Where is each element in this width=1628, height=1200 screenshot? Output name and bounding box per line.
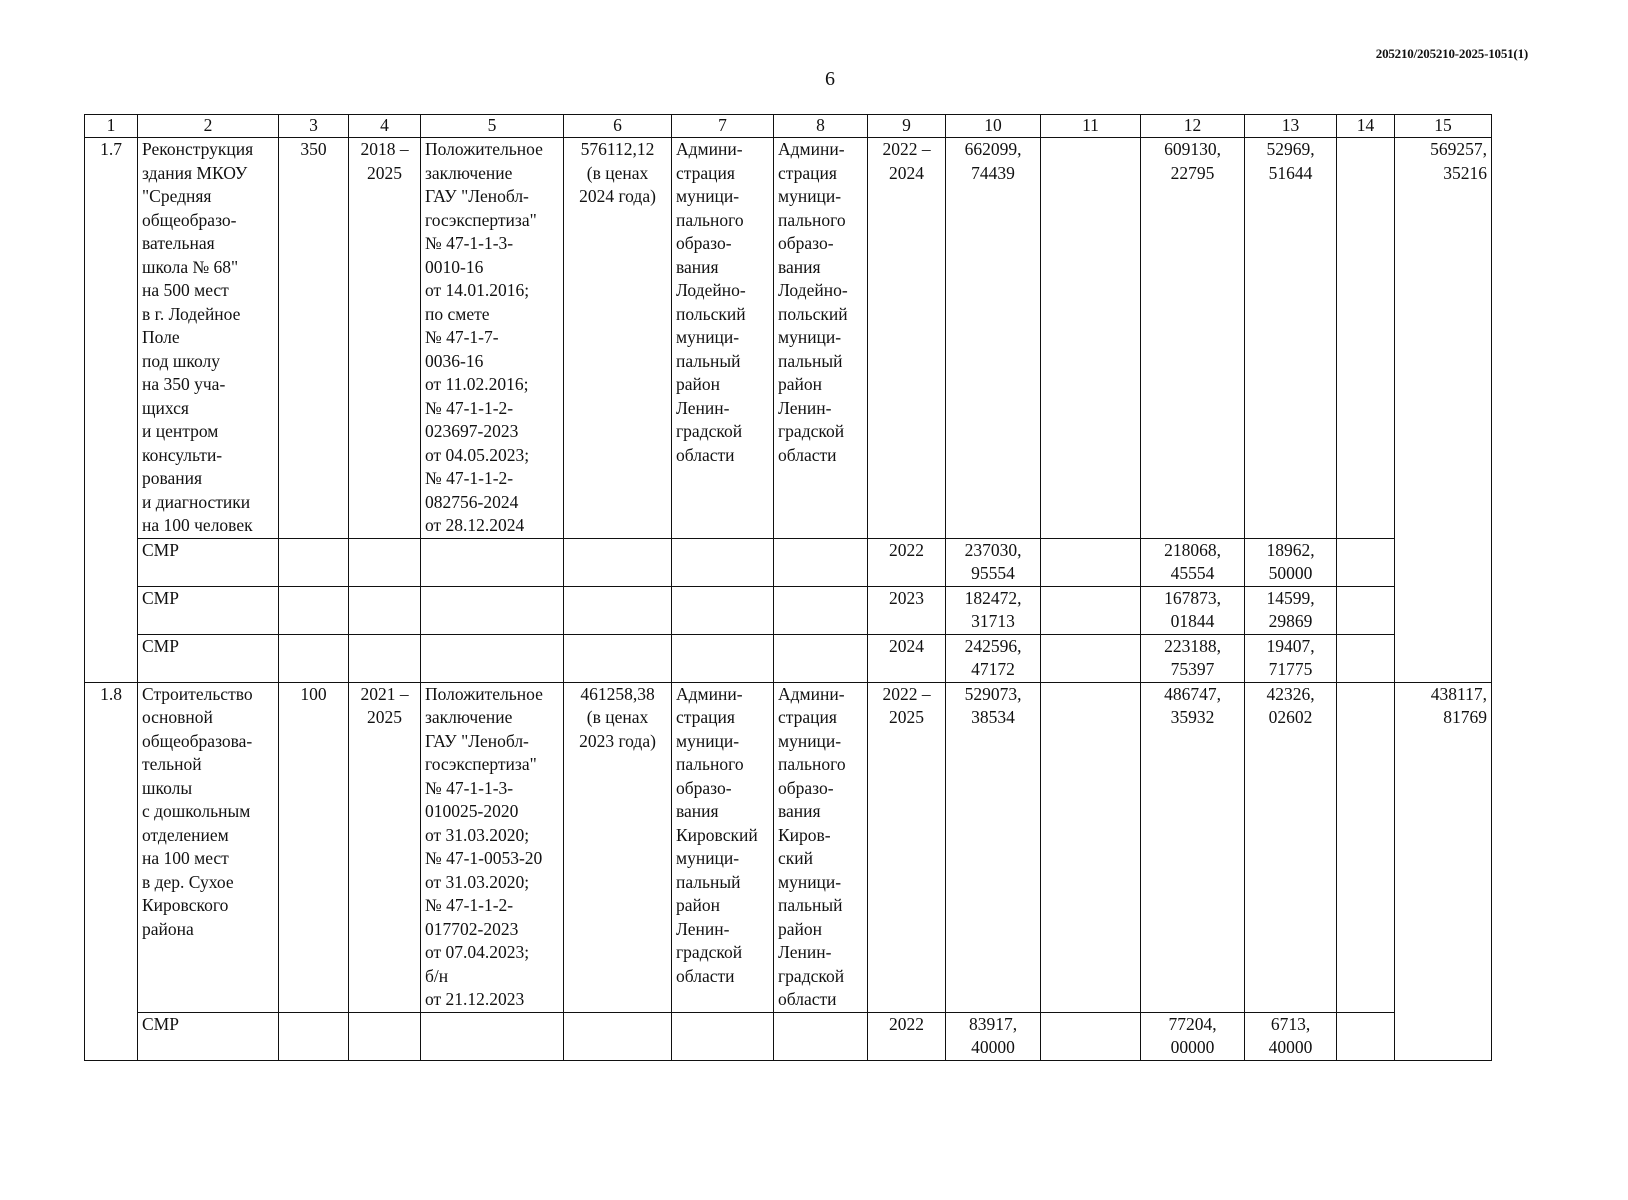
object-name: Строительство основной общеобразова- тельной школы с дошкольным отделением на 100 мест в дер. Сухое Кировского района xyxy=(138,682,279,1012)
column-header: 14 xyxy=(1337,115,1395,138)
column-header: 12 xyxy=(1141,115,1245,138)
value-col13: 6713, 40000 xyxy=(1245,1012,1337,1060)
value-col12: 218068, 45554 xyxy=(1141,538,1245,586)
developer: Админи- страция муници- пального образо- вания Киров- ский муници- пальный район Ленин- градской области xyxy=(774,682,868,1012)
object-name: Реконструкция здания МКОУ "Средняя общеобразо- вательная школа № 68" на 500 мест в г. Лодейное Поле под школу на 350 уча- щихся и центром консульти- рования и диагностики на 100 человек xyxy=(138,138,279,539)
value-col10: 242596, 47172 xyxy=(946,634,1041,682)
value-col14 xyxy=(1337,682,1395,1012)
value-col10: 182472, 31713 xyxy=(946,586,1041,634)
value-col13: 18962, 50000 xyxy=(1245,538,1337,586)
value-col13: 14599, 29869 xyxy=(1245,586,1337,634)
years: 2022 – 2024 xyxy=(868,138,946,539)
row-number: 1.8 xyxy=(85,682,138,1060)
estimated-cost: 461258,38 (в ценах 2023 года) xyxy=(564,682,672,1012)
value-col12: 609130, 22795 xyxy=(1141,138,1245,539)
value-col15: 438117, 81769 xyxy=(1395,682,1492,1060)
developer: Админи- страция муници- пального образо- вания Лодейно- польский муници- пальный район Ленин- градской области xyxy=(774,138,868,539)
value-col13: 52969, 51644 xyxy=(1245,138,1337,539)
value-col14 xyxy=(1337,138,1395,539)
column-header: 4 xyxy=(349,115,421,138)
table-row xyxy=(85,634,1492,682)
header-row xyxy=(85,115,1492,138)
document-id: 205210/205210-2025-1051(1) xyxy=(1375,46,1528,61)
table-row xyxy=(85,682,1492,1012)
customer: Админи- страция муници- пального образо- вания Кировский муници- пальный район Ленин- градской области xyxy=(672,682,774,1012)
column-header: 11 xyxy=(1041,115,1141,138)
sub-item-name: СМР xyxy=(138,538,279,586)
period: 2018 – 2025 xyxy=(349,138,421,539)
column-header: 10 xyxy=(946,115,1041,138)
value-col15: 569257, 35216 xyxy=(1395,138,1492,683)
value-col12: 223188, 75397 xyxy=(1141,634,1245,682)
estimated-cost: 576112,12 (в ценах 2024 года) xyxy=(564,138,672,539)
expertise: Положительное заключение ГАУ "Ленобл- госэкспертиза" № 47-1-1-3- 0010-16 от 14.01.2016; по смете № 47-1-7- 0036-16 от 11.02.2016; № 47-1-1-2- 023697-2023 от 04.05.2023; № 47-1-1-2- 082756-2024 от 28.12.2024 xyxy=(421,138,564,539)
column-header: 7 xyxy=(672,115,774,138)
column-header: 1 xyxy=(85,115,138,138)
sub-year: 2022 xyxy=(868,538,946,586)
sub-item-name: СМР xyxy=(138,1012,279,1060)
sub-item-name: СМР xyxy=(138,586,279,634)
value-col10: 662099, 74439 xyxy=(946,138,1041,539)
page-number: 6 xyxy=(825,68,835,90)
column-header: 6 xyxy=(564,115,672,138)
value-col11 xyxy=(1041,682,1141,1012)
table-row xyxy=(85,586,1492,634)
value-col13: 19407, 71775 xyxy=(1245,634,1337,682)
column-header: 8 xyxy=(774,115,868,138)
sub-year: 2024 xyxy=(868,634,946,682)
sub-item-name: СМР xyxy=(138,634,279,682)
value-col10: 529073, 38534 xyxy=(946,682,1041,1012)
value-col11 xyxy=(1041,138,1141,539)
value-col12: 167873, 01844 xyxy=(1141,586,1245,634)
value-col13: 42326, 02602 xyxy=(1245,682,1337,1012)
value-col10: 237030, 95554 xyxy=(946,538,1041,586)
value-col12: 486747, 35932 xyxy=(1141,682,1245,1012)
years: 2022 – 2025 xyxy=(868,682,946,1012)
column-header: 3 xyxy=(279,115,349,138)
sub-year: 2023 xyxy=(868,586,946,634)
period: 2021 – 2025 xyxy=(349,682,421,1012)
row-number: 1.7 xyxy=(85,138,138,683)
table-row xyxy=(85,138,1492,539)
capacity: 350 xyxy=(279,138,349,539)
data-table xyxy=(84,114,1492,1061)
column-header: 15 xyxy=(1395,115,1492,138)
capacity: 100 xyxy=(279,682,349,1012)
customer: Админи- страция муници- пального образо- вания Лодейно- польский муници- пальный район Ленин- градской области xyxy=(672,138,774,539)
value-col10: 83917, 40000 xyxy=(946,1012,1041,1060)
column-header: 13 xyxy=(1245,115,1337,138)
table-row xyxy=(85,1012,1492,1060)
value-col12: 77204, 00000 xyxy=(1141,1012,1245,1060)
column-header: 9 xyxy=(868,115,946,138)
column-header: 2 xyxy=(138,115,279,138)
column-header: 5 xyxy=(421,115,564,138)
table-row xyxy=(85,538,1492,586)
expertise: Положительное заключение ГАУ "Ленобл- госэкспертиза" № 47-1-1-3- 010025-2020 от 31.03.2020; № 47-1-0053-20 от 31.03.2020; № 47-1-1-2- 017702-2023 от 07.04.2023; б/н от 21.12.2023 xyxy=(421,682,564,1012)
sub-year: 2022 xyxy=(868,1012,946,1060)
